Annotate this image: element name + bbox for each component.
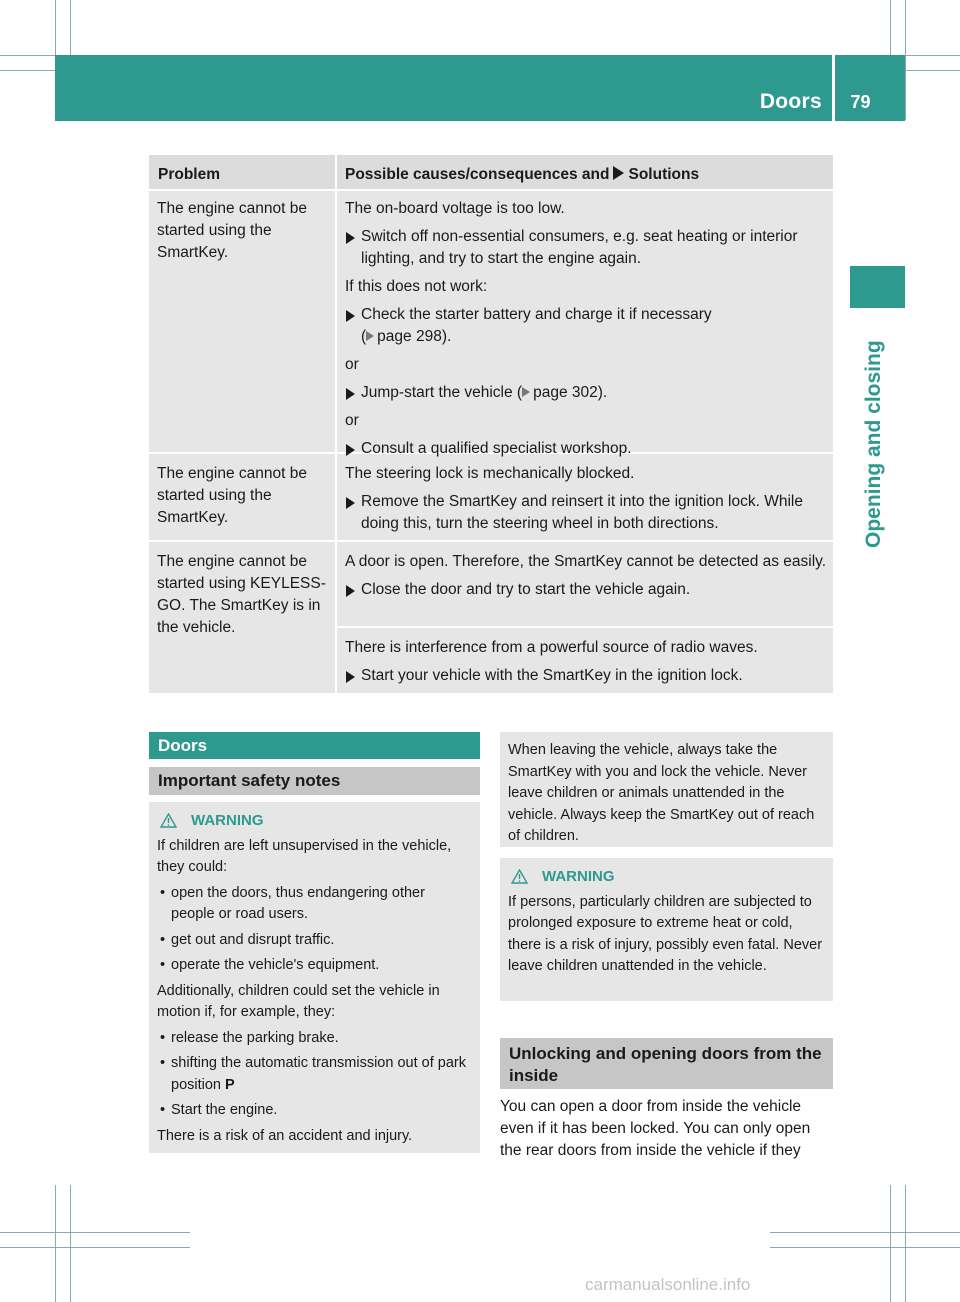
row-1-step-1: Switch off non-essential consumers, e.g. seat heating or interior lighting, and try to start the engine again. [345, 226, 829, 270]
side-tab-label: Opening and closing [862, 340, 885, 548]
warning-box-heat [500, 858, 833, 1001]
list-item: • Start the engine. [157, 1100, 472, 1122]
warning-box-children [149, 802, 480, 1153]
header-problem: Problem [158, 166, 221, 183]
solutions-arrow-icon [613, 166, 624, 180]
row-3-cause-b: There is interference from a powerful source of radio waves. [345, 639, 758, 656]
header-solutions-suffix: Solutions [628, 166, 700, 183]
row-1-cause: The on-board voltage is too low. [345, 200, 565, 217]
row-2-step-1: Remove the SmartKey and reinsert it into the ignition lock. While doing this, turn the steering wheel in both directions. [345, 491, 829, 535]
subsection-heading-unlocking: Unlocking and opening doors from the inside [500, 1038, 833, 1089]
row-1-step-2 [345, 304, 829, 348]
note-box [500, 732, 833, 847]
row-1-step-2-ref[interactable]: page 298). [377, 328, 452, 345]
header-solutions-prefix: Possible causes/consequences and [345, 166, 610, 183]
troubleshooting-table [149, 155, 833, 693]
warning-title [157, 810, 472, 832]
warning-label: WARNING [191, 812, 264, 829]
body-paragraph: You can open a door from inside the vehicle even if it has been locked. You can only open the rear doors from inside the vehicle if they [500, 1098, 811, 1159]
row-3-step-b: Start your vehicle with the SmartKey in the ignition lock. [345, 665, 829, 687]
table-header [149, 155, 833, 189]
warning-intro: If children are left unsupervised in the vehicle, they could: [157, 837, 452, 875]
row-2-cause: The steering lock is mechanically blocked. [345, 465, 635, 482]
side-tab [862, 320, 892, 550]
warning-label: WARNING [542, 868, 615, 885]
crop-mark [905, 0, 906, 120]
list-item: • release the parking brake. [157, 1028, 472, 1050]
row-1-if-text: If this does not work: [345, 278, 488, 295]
header-solutions [345, 164, 699, 186]
crop-mark [770, 1247, 960, 1248]
list-item: • operate the vehicle's equipment. [157, 955, 472, 977]
page-number: 79 [850, 92, 871, 112]
row-1-step-3-text: Jump-start the vehicle ( [361, 384, 523, 401]
table-row-1-solution [345, 198, 829, 466]
crop-mark [905, 1185, 906, 1302]
list-item: • get out and disrupt traffic. [157, 930, 472, 952]
row-1-step-2-open: ( [361, 328, 367, 345]
header-section-title: Doors [759, 90, 822, 113]
table-row-2-solution [345, 463, 829, 541]
crop-mark [890, 1185, 891, 1302]
column-divider [335, 155, 337, 693]
row-3-cause-a: A door is open. Therefore, the SmartKey cannot be detected as easily. [345, 553, 827, 570]
row-1-or-2: or [345, 412, 359, 429]
row-1-or-1: or [345, 356, 359, 373]
subsection-heading-safety: Important safety notes [149, 767, 480, 795]
warning-triangle-icon [160, 813, 177, 828]
side-tab-block [850, 266, 905, 308]
row-3-step-a: Close the door and try to start the vehicle again. [345, 579, 829, 601]
warning-title [508, 866, 825, 888]
list-item: • open the doors, thus endangering other people or road users. [157, 883, 472, 926]
table-row-3-problem: The engine cannot be started using KEYLESS-GO. The SmartKey is in the vehicle. [157, 553, 326, 636]
table-row-2-problem: The engine cannot be started using the SmartKey. [157, 465, 307, 526]
crop-mark [70, 1185, 71, 1302]
crop-mark [770, 1232, 960, 1233]
table-row-3-solution-a [345, 551, 829, 607]
row-1-step-3-ref[interactable]: page 302). [533, 384, 608, 401]
park-position-label: P [225, 1076, 235, 1093]
crop-mark [55, 1185, 56, 1302]
list-item-text: shifting the automatic transmission out of park position [171, 1055, 466, 1093]
list-item [157, 1053, 472, 1096]
row-divider [149, 189, 833, 191]
row-divider [337, 626, 833, 628]
row-1-step-2-text: Check the starter battery and charge it if necessary [361, 306, 712, 323]
section-heading-doors: Doors [149, 732, 480, 759]
table-row-3-solution-b [345, 637, 829, 693]
header-separator [832, 55, 835, 121]
watermark: carmanualsonline.info [585, 1275, 751, 1294]
crop-mark [0, 1232, 190, 1233]
page-ref-icon [522, 387, 530, 397]
page-ref-icon [366, 331, 374, 341]
row-1-step-4: Consult a qualified specialist workshop. [345, 438, 829, 460]
warning-text: If persons, particularly children are subjected to prolonged exposure to extreme heat or cold, there is a risk of injury, possibly even fatal. Never leave children unattended in the vehicle. [508, 893, 823, 974]
warning-outro: There is a risk of an accident and injury. [157, 1127, 413, 1144]
row-1-step-3 [345, 382, 829, 404]
note-text: When leaving the vehicle, always take the SmartKey with you and lock the vehicle. Never leave children or animals unattended in the vehicle. Always keep the SmartKey out of reach of children. [508, 742, 815, 844]
crop-mark [0, 1247, 190, 1248]
table-row-1-problem: The engine cannot be started using the SmartKey. [157, 200, 307, 261]
warning-triangle-icon [511, 869, 528, 884]
warning-middle: Additionally, children could set the vehicle in motion if, for example, they: [157, 982, 440, 1020]
